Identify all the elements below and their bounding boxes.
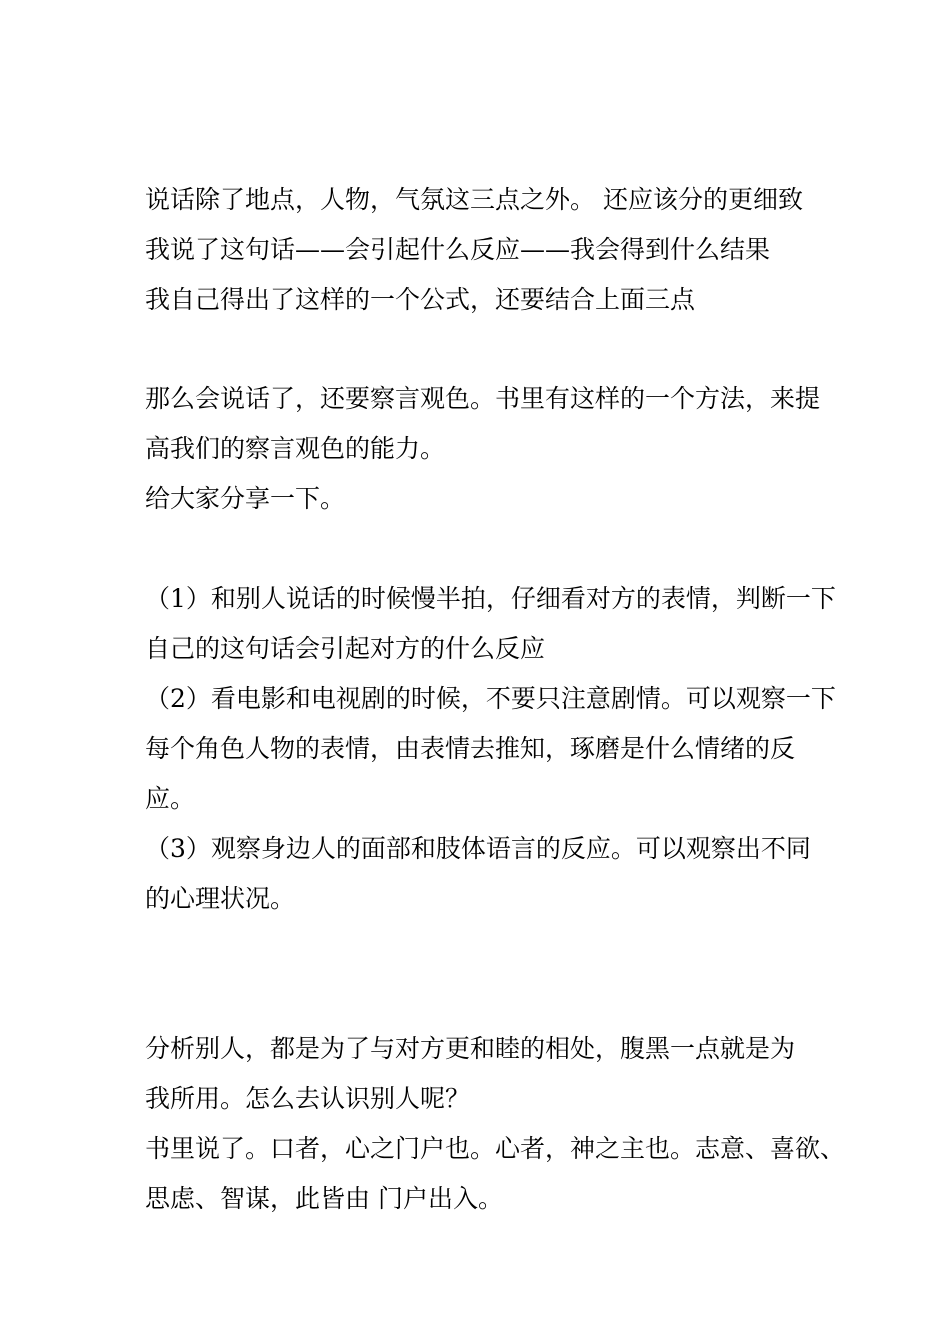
paragraph-line: 给大家分享一下。	[145, 484, 346, 513]
paragraph-line: 思虑、智谋，此皆由 门户出入。	[145, 1184, 503, 1213]
list-item-line: （3）观察身边人的面部和肢体语言的反应。可以观察出不同	[145, 834, 811, 863]
paragraph-line: 我所用。怎么去认识别人呢？	[145, 1084, 471, 1113]
paragraph-line: 高我们的察言观色的能力。	[145, 434, 446, 463]
paragraph-line: 说话除了地点，人物，气氛这三点之外。 还应该分的更细致	[145, 185, 803, 214]
paragraph-line: 分析别人，都是为了与对方更和睦的相处，腹黑一点就是为	[145, 1034, 796, 1063]
list-item-line: （2）看电影和电视剧的时候，不要只注意剧情。可以观察一下	[145, 684, 836, 713]
list-item-line: 自己的这句话会引起对方的什么反应	[145, 634, 546, 663]
paragraph-line: 书里说了。口者，心之门户也。心者，神之主也。志意、喜欲、	[145, 1134, 846, 1163]
paragraph-line: 那么会说话了，还要察言观色。书里有这样的一个方法，来提	[145, 384, 821, 413]
list-item-line: 每个角色人物的表情，由表情去推知，琢磨是什么情绪的反	[145, 734, 796, 763]
list-item-line: 的心理状况。	[145, 884, 296, 913]
paragraph-line: 我自己得出了这样的一个公式，还要结合上面三点	[145, 285, 696, 314]
paragraph-line: 我说了这句话——会引起什么反应——我会得到什么结果	[145, 235, 771, 264]
list-item-line: （1）和别人说话的时候慢半拍，仔细看对方的表情，判断一下	[145, 584, 836, 613]
list-item-line: 应。	[145, 784, 196, 813]
